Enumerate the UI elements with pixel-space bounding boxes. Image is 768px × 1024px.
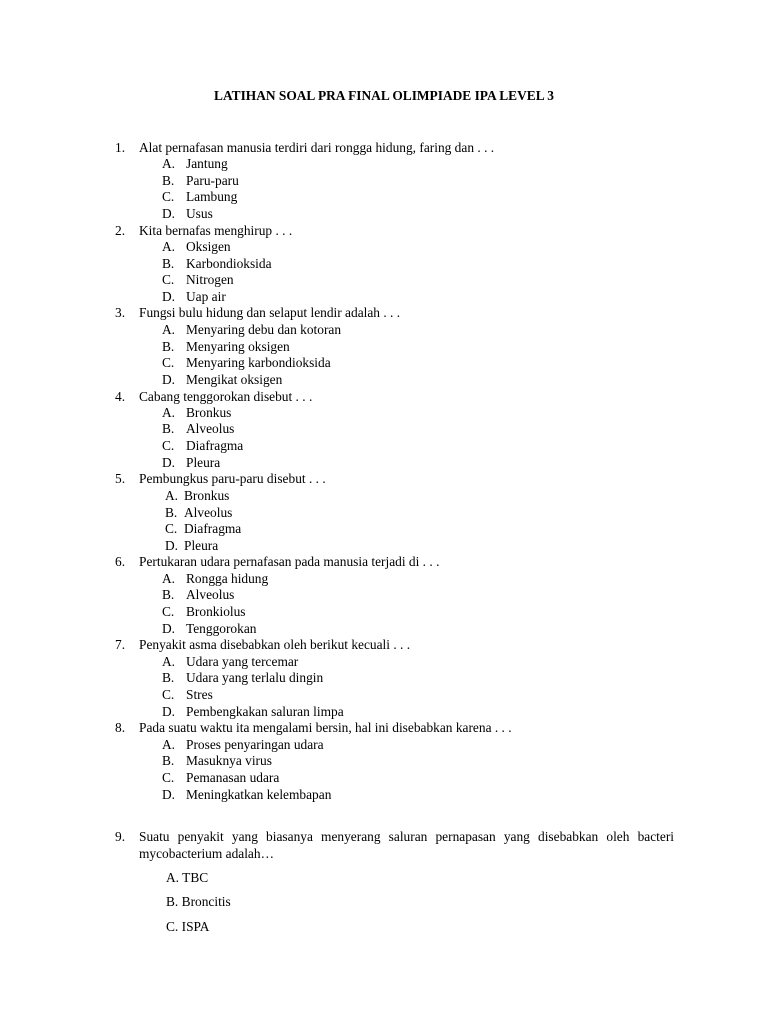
option-c: C. Nitrogen (162, 272, 234, 287)
option-a: A. Rongga hidung (162, 571, 269, 586)
question-text: Suatu penyakit yang biasanya menyerang saluran pernapasan yang disebabkan oleh bacteri mycobacterium adalah… (139, 829, 674, 861)
option-c: C. Pemanasan udara (162, 770, 280, 785)
question-text: Cabang tenggorokan disebut . . . (139, 389, 313, 404)
question-number: 1. (115, 140, 126, 155)
question-number: 8. (115, 720, 126, 735)
option-b: B. Menyaring oksigen (162, 339, 290, 354)
option-a: A. Udara yang tercemar (162, 654, 299, 669)
question-text: Penyakit asma disebabkan oleh berikut kecuali . . . (139, 637, 411, 652)
option-c: C. Diafragma (165, 521, 242, 536)
question-text: Pertukaran udara pernafasan pada manusia terjadi di . . . (139, 554, 440, 569)
question-number: 4. (115, 389, 126, 404)
option-c: C. Diafragma (162, 438, 244, 453)
option-d: D. Tenggorokan (162, 621, 257, 636)
option-b: B. Udara yang terlalu dingin (162, 670, 324, 685)
option-c: C. Bronkiolus (162, 604, 246, 619)
option-d: D. Usus (162, 206, 213, 221)
question-number: 9. (115, 829, 126, 844)
option-b: B. Masuknya virus (162, 753, 272, 768)
option-d: D. Pembengkakan saluran limpa (162, 704, 344, 719)
option-b: B. Alveolus (162, 587, 235, 602)
question-number: 5. (115, 471, 126, 486)
option-a: A. Bronkus (162, 405, 232, 420)
option-d: D. Mengikat oksigen (162, 372, 283, 387)
option-a: A. Proses penyaringan udara (162, 737, 324, 752)
question-number: 6. (115, 554, 126, 569)
page-title: LATIHAN SOAL PRA FINAL OLIMPIADE IPA LEVEL 3 (214, 88, 554, 103)
option-b: B. Alveolus (165, 505, 233, 520)
option-d: D. Meningkatkan kelembapan (162, 787, 332, 802)
option-d: D. Pleura (165, 538, 219, 553)
question-text: Kita bernafas menghirup . . . (139, 223, 293, 238)
option-b: B. Alveolus (162, 421, 235, 436)
option-c: C. ISPA (166, 919, 210, 934)
question-number: 3. (115, 305, 126, 320)
option-a: A. Oksigen (162, 239, 231, 254)
question-text: Alat pernafasan manusia terdiri dari rongga hidung, faring dan . . . (139, 140, 495, 155)
option-a: A. TBC (166, 870, 209, 885)
option-b: B. Paru-paru (162, 173, 239, 188)
option-d: D. Pleura (162, 455, 221, 470)
option-a: A. Bronkus (165, 488, 230, 503)
question-text: Pembungkus paru-paru disebut . . . (139, 471, 326, 486)
question-number: 7. (115, 637, 126, 652)
option-a: A. Jantung (162, 156, 228, 171)
option-b: B. Broncitis (166, 894, 231, 909)
option-c: C. Lambung (162, 189, 238, 204)
option-a: A. Menyaring debu dan kotoran (162, 322, 342, 337)
option-c: C. Stres (162, 687, 213, 702)
question-text: Fungsi bulu hidung dan selaput lendir adalah . . . (139, 305, 401, 320)
question-number: 2. (115, 223, 126, 238)
option-d: D. Uap air (162, 289, 226, 304)
option-b: B. Karbondioksida (162, 256, 272, 271)
option-c: C. Menyaring karbondioksida (162, 355, 331, 370)
question-text: Pada suatu waktu ita mengalami bersin, hal ini disebabkan karena . . . (139, 720, 512, 735)
